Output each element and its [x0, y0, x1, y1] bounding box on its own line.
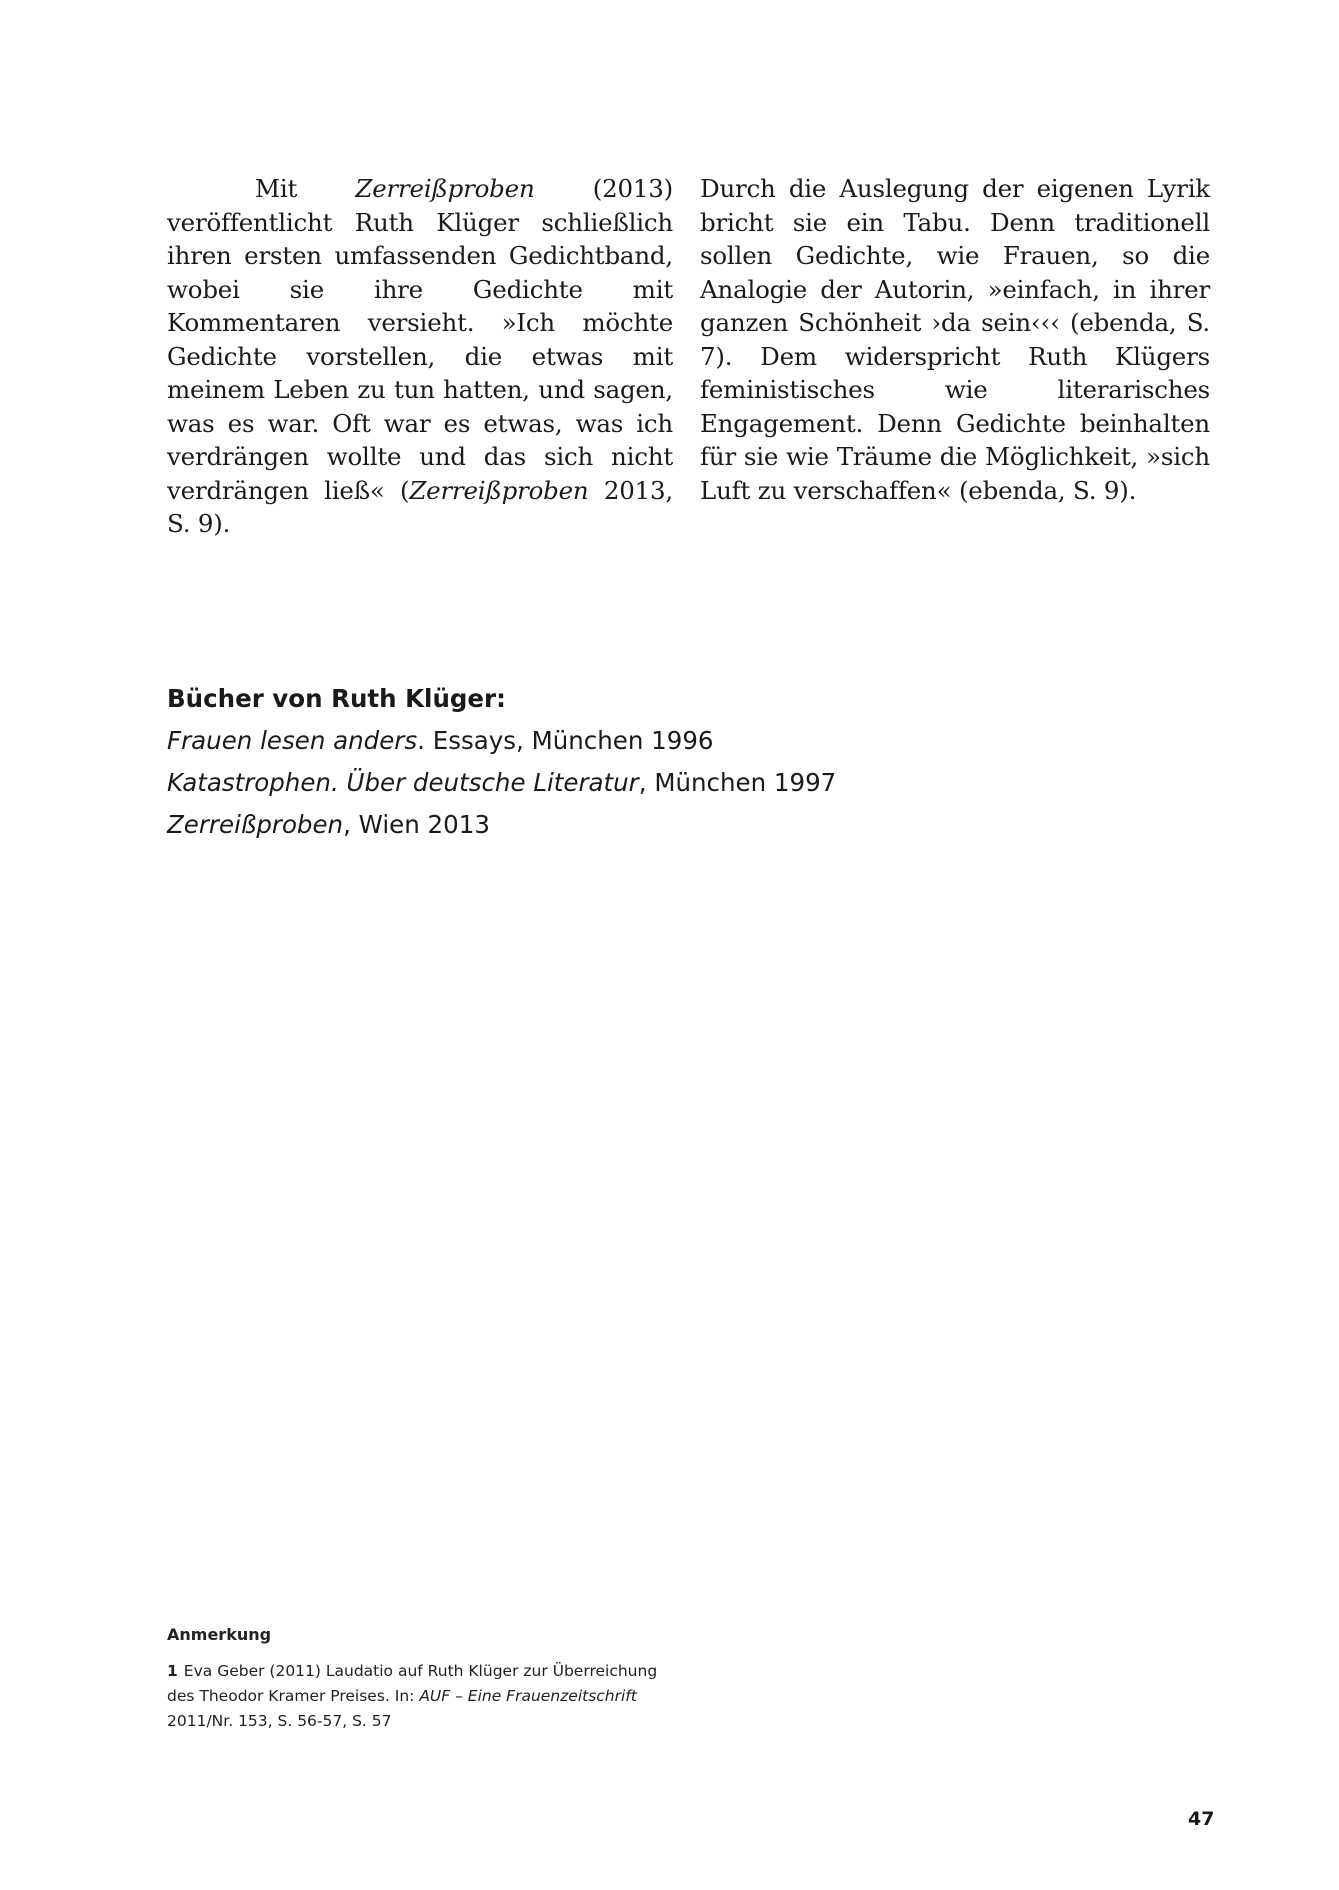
books-section	[167, 678, 836, 846]
footnote-text	[167, 1659, 687, 1734]
book-title: Frauen lesen anders	[167, 726, 418, 755]
footnote-section	[167, 1622, 687, 1734]
left-title-italic: Zerreißproben	[355, 174, 535, 203]
page-number: 47	[1188, 1808, 1215, 1830]
book-details: . Essays, München 1996	[417, 726, 714, 755]
left-title-italic-2: Zerreißproben	[409, 475, 589, 505]
left-paragraph	[167, 172, 673, 541]
footnote-number: 1	[167, 1662, 178, 1680]
footnote-heading: Anmerkung	[167, 1625, 272, 1644]
left-text-part1: Mit	[255, 174, 356, 203]
right-paragraph: Durch die Auslegung der eigenen Lyrik bricht sie ein Tabu. Denn traditionell sollen Gedichte, wie Frauen, so die Analogie der Autorin, »einfach, in ihrer ganzen Schönheit ›da sein‹‹‹ (ebenda, S. 7). Dem widerspricht Ruth Klügers feministisches wie literarisches Engagement. Denn Gedichte beinhalten für sie wie Träume die Möglichkeit, »sich Luft zu verschaffen« (ebenda, S. 9).	[700, 174, 1210, 505]
footnote-text-before: Eva Geber (2011) Laudatio auf Ruth Klüger zur Überreichung des Theodor Kramer Preises. In:	[167, 1662, 658, 1705]
book-item	[167, 804, 836, 846]
book-details: , Wien 2013	[343, 810, 490, 839]
left-text-part3: 2013, S. 9).	[167, 475, 673, 538]
left-column	[167, 172, 673, 541]
books-heading: Bücher von Ruth Klüger:	[167, 684, 506, 713]
book-item	[167, 762, 836, 804]
book-title: Zerreißproben	[167, 810, 344, 839]
right-column	[700, 172, 1210, 507]
footnote-journal: AUF – Eine Frauenzeitschrift	[419, 1687, 637, 1705]
footnote-text-after: 2011/Nr. 153, S. 56-57, S. 57	[167, 1712, 392, 1730]
book-title: Katastrophen. Über deutsche Literatur	[167, 768, 639, 797]
book-item	[167, 720, 836, 762]
left-text-part2: (2013) veröffentlicht Ruth Klüger schließlich ihren ersten umfassenden Gedichtband, wobei sie ihre Gedichte mit Kommentaren versieht. »Ich möchte Gedichte vorstellen, die etwas mit meinem Leben zu tun hatten, und sagen, was es war. Oft war es etwas, was ich verdrängen wollte und das sich nicht verdrängen ließ« (	[167, 174, 673, 505]
book-details: , München 1997	[638, 768, 837, 797]
